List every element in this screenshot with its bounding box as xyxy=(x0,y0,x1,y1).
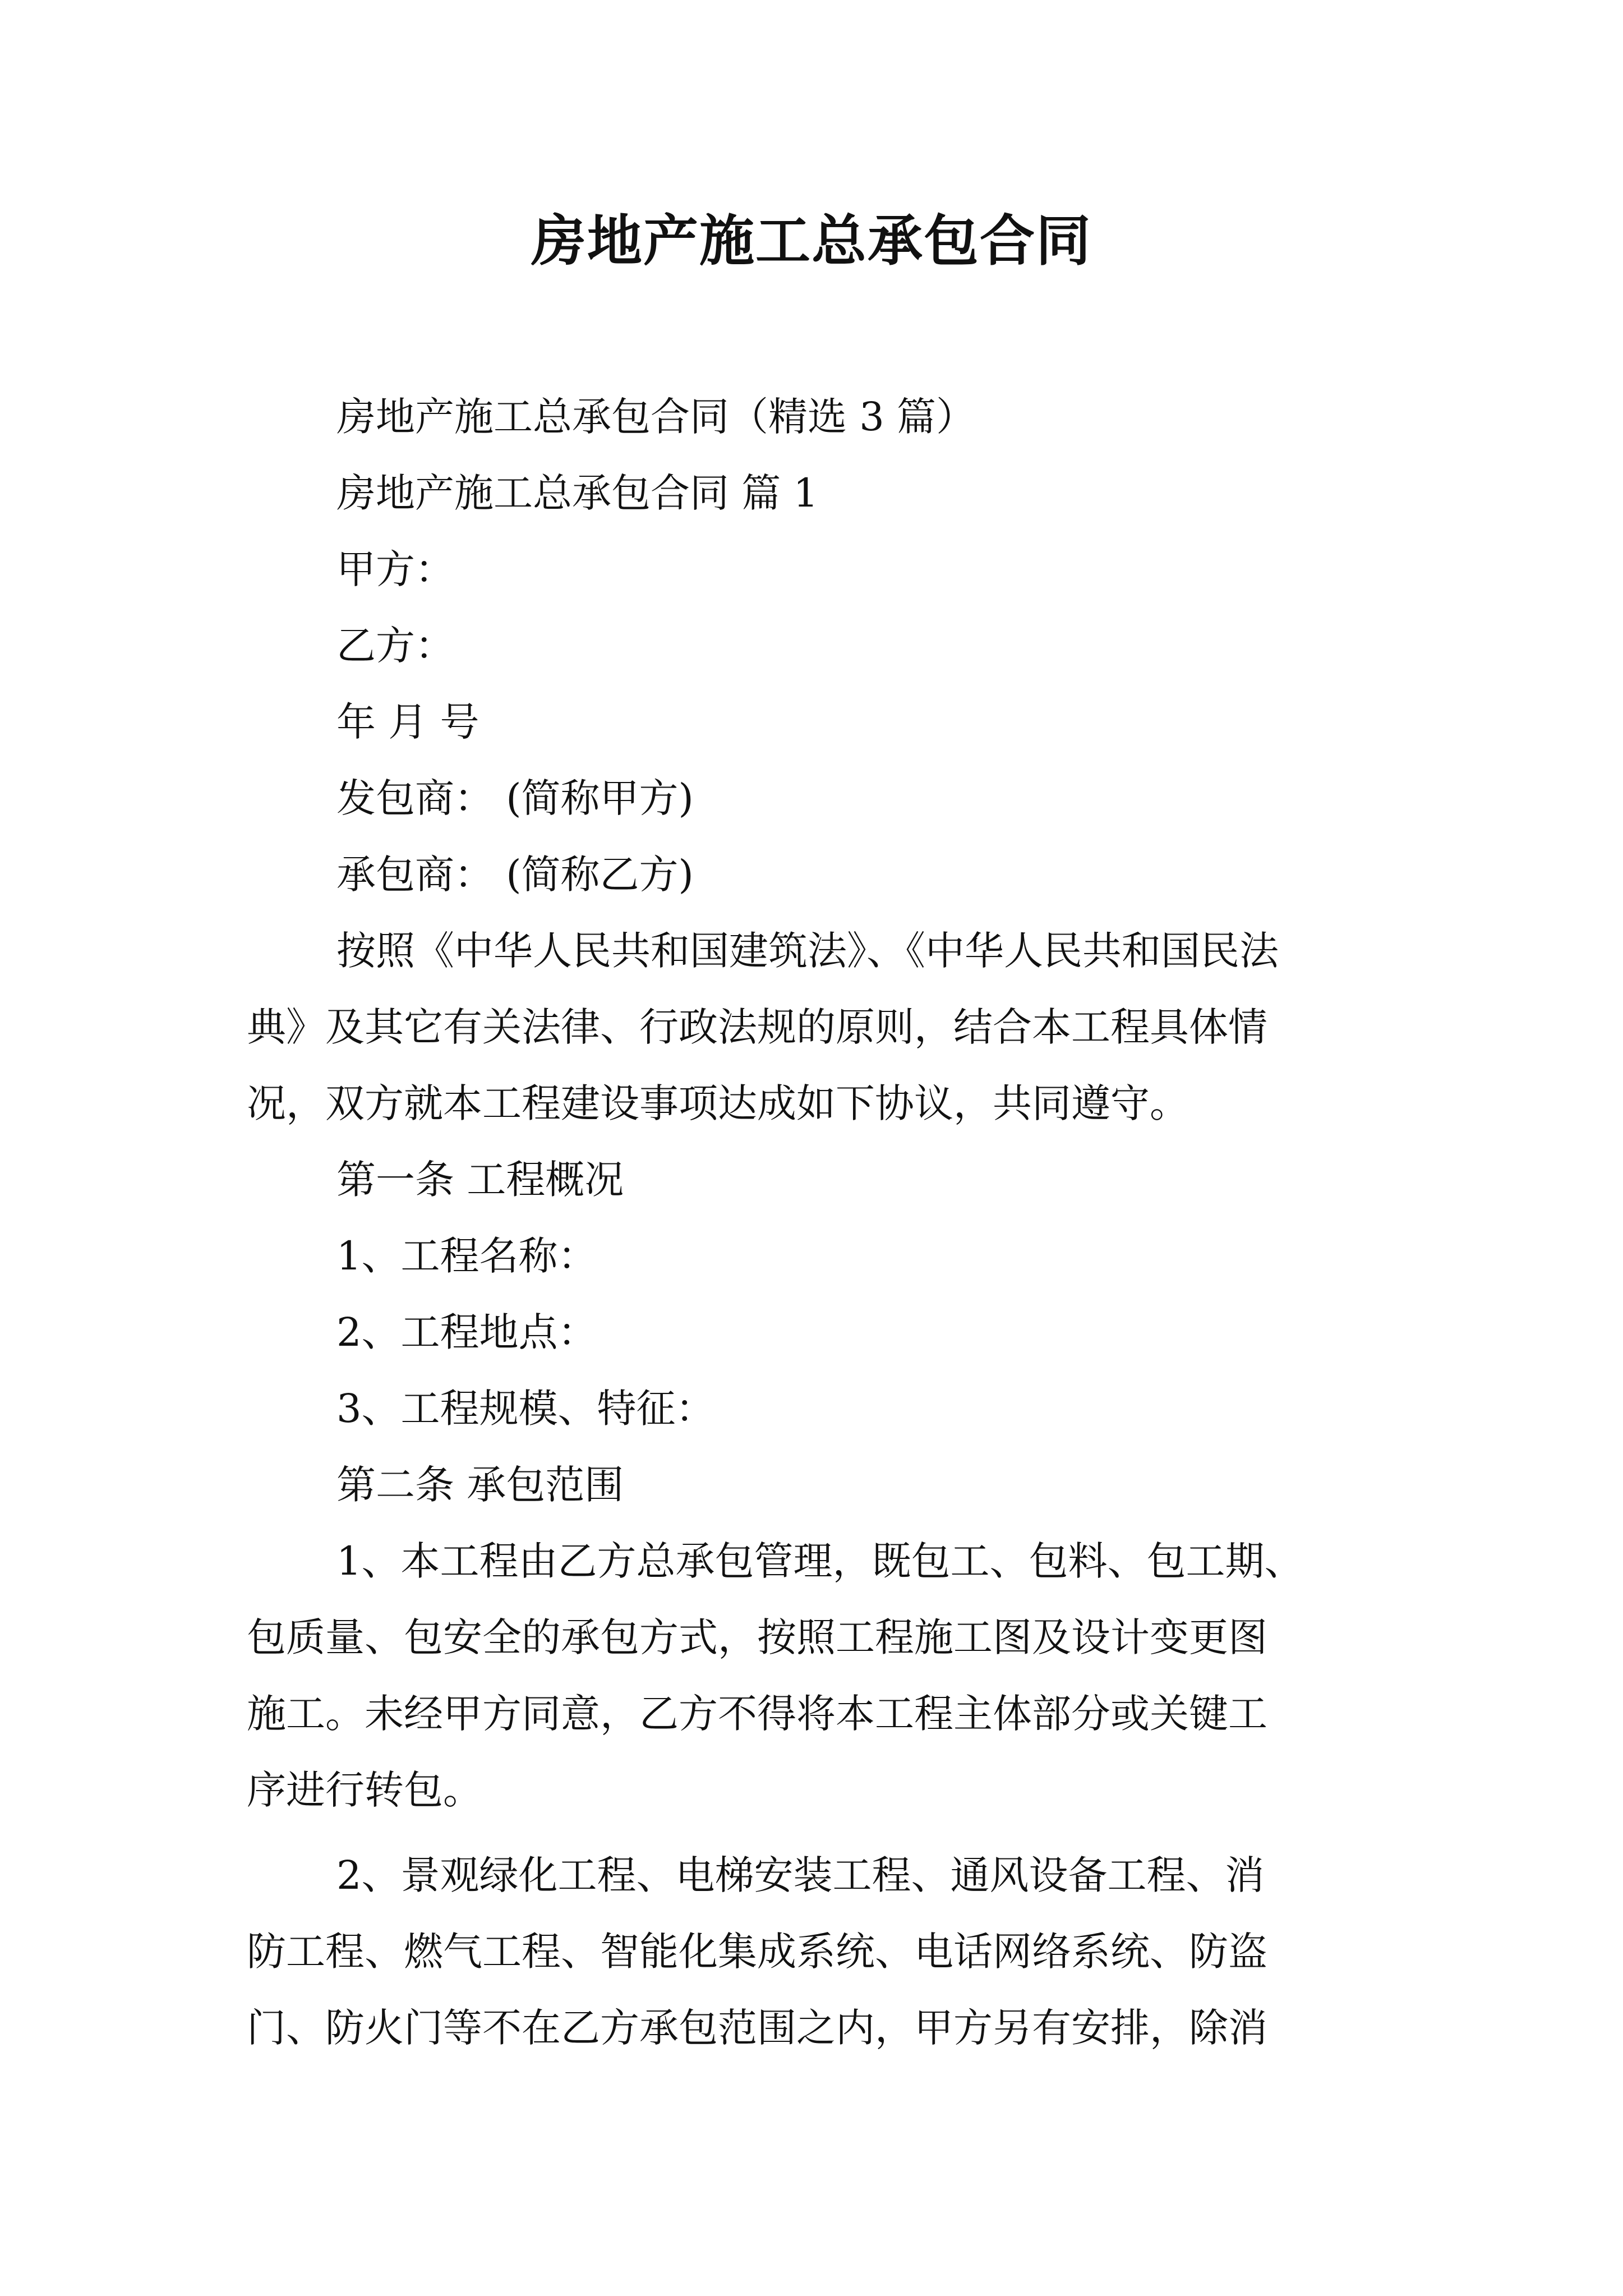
text-line: 发包商： (简称甲方) xyxy=(336,775,694,821)
text-line: 年 月 号 xyxy=(336,699,479,745)
document-body xyxy=(247,379,1402,2066)
text-line: 3、工程规模、特征： xyxy=(336,1386,715,1432)
text-line: 2、景观绿化工程、电梯安装工程、通风设备工程、消 xyxy=(336,1852,1265,1898)
text-line: 况，双方就本工程建设事项达成如下协议，共同遵守。 xyxy=(247,1080,1189,1126)
section-heading: 第一条 工程概况 xyxy=(336,1157,624,1203)
text-line: 防工程、燃气工程、智能化集成系统、电话网络系统、防盗 xyxy=(247,1929,1267,1975)
text-line: 承包商： (简称乙方) xyxy=(336,852,694,898)
text-line: 房地产施工总承包合同 篇 1 xyxy=(336,470,819,516)
text-line: 序进行转包。 xyxy=(247,1767,482,1813)
text-line: 门、防火门等不在乙方承包范围之内，甲方另有安排，除消 xyxy=(247,2005,1267,2051)
document-title: 房地产施工总承包合同 xyxy=(531,209,1092,273)
text-line: 甲方： xyxy=(336,546,454,592)
text-line: 1、工程名称： xyxy=(336,1233,597,1279)
text-line: 2、工程地点： xyxy=(336,1309,597,1355)
text-line: 包质量、包安全的承包方式，按照工程施工图及设计变更图 xyxy=(247,1614,1267,1660)
text-line: 房地产施工总承包合同（精选 3 篇） xyxy=(336,394,976,440)
section-heading: 第二条 承包范围 xyxy=(336,1462,624,1508)
text-line: 按照《中华人民共和国建筑法》、《中华人民共和国民法 xyxy=(336,928,1279,974)
text-line: 1、本工程由乙方总承包管理，既包工、包料、包工期、 xyxy=(336,1538,1304,1584)
text-line: 典》及其它有关法律、行政法规的原则，结合本工程具体情 xyxy=(247,1004,1267,1050)
text-line: 施工。未经甲方同意，乙方不得将本工程主体部分或关键工 xyxy=(247,1691,1267,1737)
text-line: 乙方： xyxy=(336,623,454,669)
